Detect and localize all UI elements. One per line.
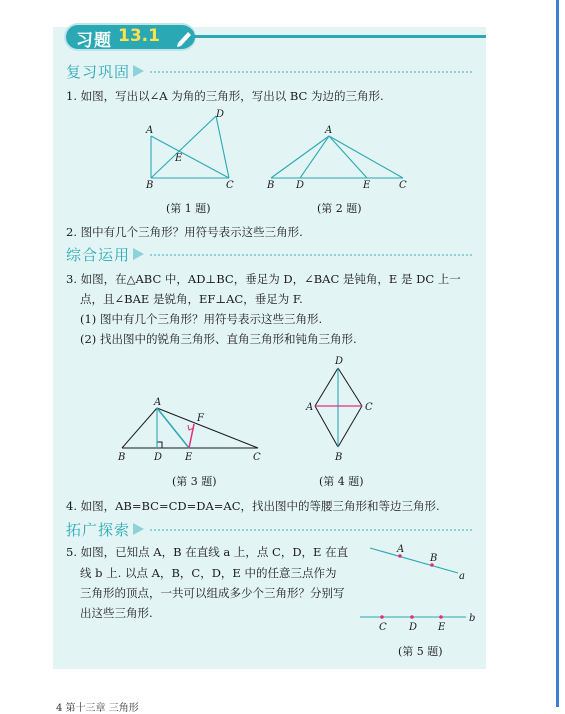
fig3-label-A: A [154,397,162,408]
problem-4-text: 4. 如图，AB=BC=CD=DA=AC，找出图中的等腰三角形和等边三角形. [66,499,440,513]
fig5-label-D: D [409,622,418,633]
fig3-label-F: F [197,413,204,424]
problem-2-text: 2. 图中有几个三角形？用符号表示这些三角形. [66,225,303,239]
problem-3-line-2: 点，且∠BAE 是锐角，EF⊥AC，垂足为 F. [80,292,303,306]
section-review-heading: 复习巩固 [66,63,131,81]
fig5-label-A: A [397,544,405,555]
fig5-point-C [380,615,384,619]
fig2-label-B: B [267,180,275,191]
figure-2-caption: (第 2 题) [317,202,362,215]
section-extend-heading: 拓广探索 [66,521,131,539]
figure-5-caption: (第 5 题) [398,645,443,658]
fig2-label-D: D [296,180,305,191]
page-footer: 4 第十三章 三角形 [56,703,139,714]
fig5-label-C: C [379,622,387,633]
fig3-label-B: B [118,452,126,463]
fig2-label-C: C [399,180,407,191]
fig1-label-E: E [175,153,183,164]
problem-5-line-2: 线 b 上. 以点 A，B，C，D，E 中的任意三点作为 [80,566,337,580]
fig3-label-C: C [253,452,261,463]
fig5-label-E: E [438,622,446,633]
fig1-label-C: C [226,180,234,191]
fig5-point-E [439,615,443,619]
fig5-label-b: b [469,613,476,624]
problem-5-line-4: 出这些三角形. [80,606,153,620]
fig4-label-A: A [306,402,314,413]
problem-3-sub-1: (1) 图中有几个三角形？用符号表示这些三角形. [80,312,323,326]
fig5-line-a [370,548,458,573]
section-apply-heading: 综合运用 [66,246,131,264]
fig5-point-D [410,615,414,619]
fig2-label-E: E [363,180,371,191]
figure-4-caption: (第 4 题) [319,475,364,488]
figure-3-caption: (第 3 题) [172,475,217,488]
exercise-title-word: 习题 [76,31,112,51]
problem-5-line-1: 5. 如图，已知点 A，B 在直线 a 上，点 C，D，E 在直 [66,545,349,559]
fig2-label-A: A [325,125,333,136]
problem-3-sub-2: (2) 找出图中的锐角三角形、直角三角形和钝角三角形. [80,332,357,346]
fig5-label-B: B [430,553,438,564]
problem-3-line-1: 3. 如图，在△ABC 中，AD⊥BC，垂足为 D，∠BAC 是钝角，E 是 DC 上一 [66,272,461,286]
fig4-label-C: C [365,402,373,413]
fig4-label-B: B [335,452,343,463]
fig1-label-D: D [216,109,225,120]
figure-1-caption: (第 1 题) [166,202,211,215]
fig3-label-D: D [154,452,163,463]
problem-1-text: 1. 如图，写出以∠A 为角的三角形，写出以 BC 为边的三角形. [66,89,384,103]
fig4-label-D: D [335,356,344,367]
fig3-label-E: E [185,452,193,463]
fig1-label-B: B [146,180,154,191]
fig1-label-A: A [146,125,154,136]
fig5-label-a: a [459,571,465,582]
exercise-title-number: 13.1 [118,26,160,46]
problem-5-line-3: 三角形的顶点，一共可以组成多少个三角形？分别写 [80,586,345,600]
